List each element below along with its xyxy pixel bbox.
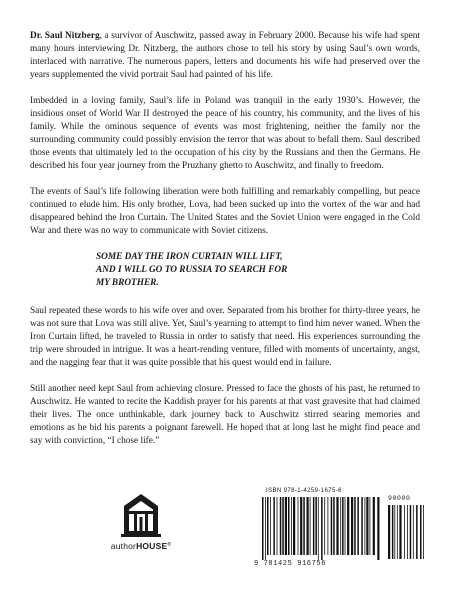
pull-quote-line-1: SOME DAY THE IRON CURTAIN WILL LIFT, [96, 252, 283, 262]
isbn-barcode [254, 488, 430, 572]
cover-footer [0, 488, 450, 578]
pull-quote-line-3: MY BROTHER. [96, 278, 159, 288]
pull-quote [96, 251, 386, 290]
barcode-bars [254, 497, 430, 561]
paragraph-5 [30, 383, 420, 448]
paragraph-1-text: , a survivor of Auschwitz, passed away in February 2000. Because his wife had spent many hours interviewing Dr. Nitzberg, the authors chose to tell his story by using Saul’s own words, interlaced with narrative. The numerous papers, letters and documents his wife had preserved over the years supplemented the vivid portrait Saul had painted of his life. [30, 31, 421, 80]
publisher-wordmark: authorHOUSE® [110, 541, 172, 551]
ean-number: 9 781425 916756 [254, 560, 327, 568]
paragraph-2-text: Imbedded in a loving family, Saul’s life in Poland was tranquil in the early 1930’s. However, the insidious onset of World War II destroyed the peace of his country, his community, and the lives of his family. While the ominous sequence of events was most frightening, neither the family nor the surrounding community could possibly envision the terror that was about to befall them. Saul described those events that ultimately led to the occupation of his city by the Russians and then the Germans. He described his four year journey from the Pruzhany ghetto to Auschwitz, and finally to freedom. [30, 96, 420, 171]
publisher-building-icon [118, 492, 164, 538]
paragraph-1 [30, 30, 420, 82]
paragraph-2 [30, 95, 420, 173]
pull-quote-line-2: AND I WILL GO TO RUSSIA TO SEARCH FOR [96, 265, 288, 275]
paragraph-4-text: Saul repeated these words to his wife over and over. Separated from his brother for thirty-three years, he was not sure that Lova was still alive. Yet, Saul’s yearning to attempt to find him never waned. When the Iron Curtain lifted, he traveled to Russia in order to satisfy that need. His experiences surrounding the trip were shrouded in intrigue. It was a heart-rending venture, filled with moments of uncertainty, angst, and the nagging fear that it was quite possible that his quest would end in failure. [30, 306, 420, 368]
paragraph-4 [30, 305, 420, 370]
paragraph-5-text: Still another need kept Saul from achieving closure. Pressed to face the ghosts of his past, he returned to Auschwitz. He wanted to recite the Kaddish prayer for his parents at that vast gravesite that had claimed their lives. The once unthinkable, dark journey back to Auschwitz stirred searing memories and emotions as he bid his parents a poignant farewell. He hoped that at long last he might find peace and say with conviction, “I chose life.” [30, 384, 420, 446]
isbn-number: ISBN 978-1-4259-1675-6 [266, 488, 342, 494]
barcode-addon-number: 90000 [388, 495, 411, 502]
paragraph-1-lead: Dr. Saul Nitzberg [30, 31, 100, 41]
paragraph-3-text: The events of Saul’s life following liberation were both fulfilling and remarkably compelling, but peace continued to elude him. His only brother, Lova, had been sucked up into the vortex of the war and had disappeared behind the Iron Curtain. The United States and the Soviet Union were engaged in the Cold War and there was no way to communicate with Soviet citizens. [30, 187, 420, 236]
publisher-logo [106, 492, 176, 551]
paragraph-3 [30, 186, 420, 238]
